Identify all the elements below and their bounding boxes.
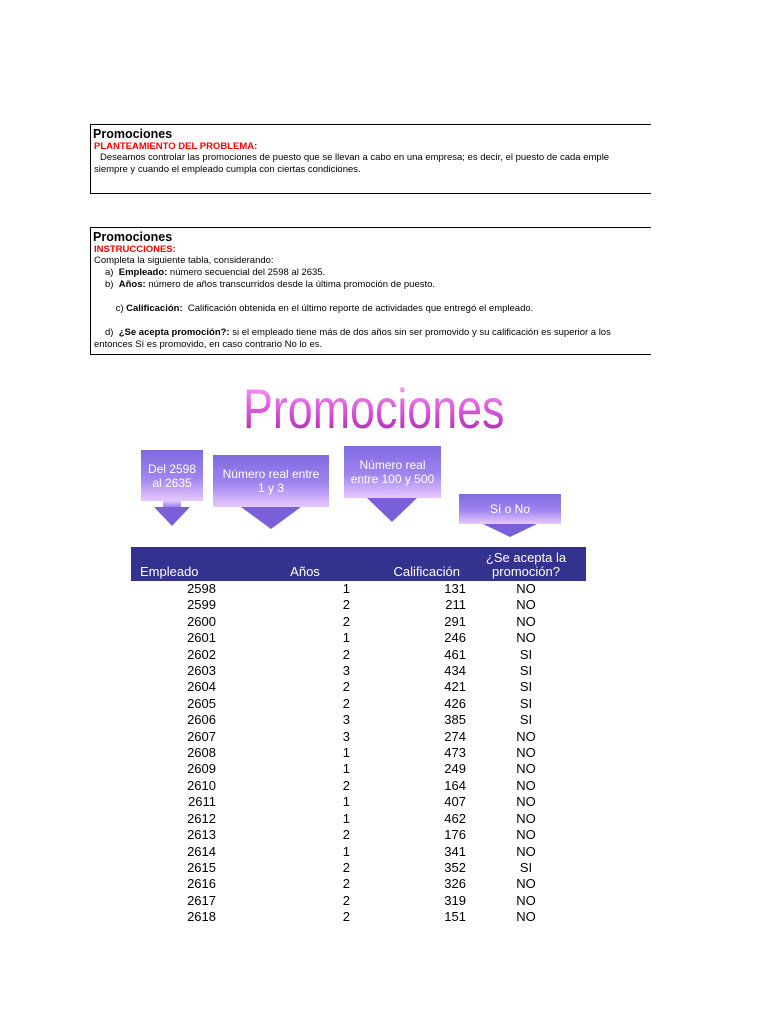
table-row xyxy=(131,778,586,794)
cell-empleado: 2611 xyxy=(188,794,216,810)
header-anos: Años xyxy=(260,547,350,581)
table-row xyxy=(131,876,586,892)
table-row xyxy=(131,893,586,909)
promociones-wordart-title: Promociones xyxy=(243,372,504,446)
instruction-item-b xyxy=(94,279,651,291)
cell-promocion: NO xyxy=(516,581,536,596)
cell-empleado: 2615 xyxy=(187,859,216,875)
callout-empleado xyxy=(141,450,203,526)
cell-anos: 2 xyxy=(342,679,350,695)
cell-calificacion: 461 xyxy=(444,646,466,662)
cell-calificacion: 211 xyxy=(445,597,466,613)
instructions-intro: Completa la siguiente tabla, considerando: xyxy=(94,255,274,266)
cell-calificacion: 421 xyxy=(444,679,466,695)
cell-anos: 2 xyxy=(342,909,350,925)
instruction-term: Calificación: xyxy=(126,303,183,314)
cell-empleado: 2604 xyxy=(187,679,216,695)
table-row xyxy=(131,647,586,663)
instruction-prefix: c) xyxy=(115,303,124,314)
cell-empleado: 2601 xyxy=(187,630,216,646)
table-row xyxy=(131,581,586,597)
table-header-row xyxy=(131,547,586,581)
cell-calificacion: 151 xyxy=(444,909,466,925)
table-row xyxy=(131,844,586,860)
cell-empleado: 2603 xyxy=(187,663,216,679)
cell-calificacion: 341 xyxy=(444,843,466,859)
cell-promocion: NO xyxy=(516,876,536,892)
cell-anos: 3 xyxy=(342,712,350,728)
instruction-desc: número secuencial del 2598 al 2635. xyxy=(167,267,326,278)
cell-anos: 2 xyxy=(342,876,350,892)
cell-empleado: 2616 xyxy=(187,876,216,892)
cell-promocion: NO xyxy=(516,597,536,613)
cell-anos: 3 xyxy=(342,728,350,744)
cell-anos: 2 xyxy=(342,827,350,843)
cell-empleado: 2605 xyxy=(187,695,216,711)
callout-promocion-arrow xyxy=(483,524,537,537)
problem-line-2: siempre y cuando el empleado cumpla con ciertas condiciones. xyxy=(94,164,361,175)
cell-calificacion: 246 xyxy=(444,630,466,646)
table-row xyxy=(131,909,586,925)
callout-calificacion-arrow xyxy=(367,498,417,522)
cell-calificacion: 462 xyxy=(444,810,466,826)
callout-promocion-label: Sí o No xyxy=(459,494,561,524)
cell-promocion: NO xyxy=(516,728,536,744)
cell-empleado: 2610 xyxy=(187,777,216,793)
cell-empleado: 2618 xyxy=(187,909,216,925)
cell-promocion: NO xyxy=(516,630,536,646)
cell-anos: 1 xyxy=(342,794,350,810)
cell-empleado: 2612 xyxy=(187,810,216,826)
instruction-term: Empleado: xyxy=(118,267,168,278)
cell-calificacion: 385 xyxy=(444,712,466,728)
cell-empleado: 2614 xyxy=(187,843,216,859)
cell-calificacion: 274 xyxy=(444,728,466,744)
callout-promocion xyxy=(459,494,561,538)
instruction-term: ¿Se acepta promoción?: xyxy=(118,327,230,338)
header-calificacion: Calificación xyxy=(350,547,466,581)
header-promocion: ¿Se acepta la promoción? xyxy=(466,547,586,581)
instruction-item-d xyxy=(94,327,651,339)
table-row xyxy=(131,597,586,613)
instruction-desc: si el empleado tiene más de dos años sin ser promovido y su calificación es superior a los xyxy=(229,327,611,338)
instructions-box xyxy=(90,227,651,355)
cell-calificacion: 131 xyxy=(444,581,466,596)
cell-calificacion: 426 xyxy=(444,695,466,711)
cell-empleado: 2598 xyxy=(187,581,216,596)
cell-calificacion: 407 xyxy=(444,794,466,810)
cell-promocion: NO xyxy=(516,810,536,826)
cell-anos: 1 xyxy=(342,630,350,646)
cell-empleado: 2607 xyxy=(187,728,216,744)
cell-calificacion: 249 xyxy=(444,761,466,777)
cell-promocion: NO xyxy=(516,827,536,843)
table-row xyxy=(131,729,586,745)
cell-empleado: 2609 xyxy=(187,761,216,777)
cell-promocion: NO xyxy=(516,613,536,629)
callout-calificacion xyxy=(344,446,441,526)
instruction-desc: Calificación obtenida en el último reporte de actividades que entregó el empleado. xyxy=(182,303,534,314)
cell-anos: 2 xyxy=(342,859,350,875)
callout-anos-label: Número real entre 1 y 3 xyxy=(213,455,329,507)
problem-statement-box xyxy=(90,124,651,194)
instruction-prefix: b) xyxy=(105,279,114,290)
cell-empleado: 2606 xyxy=(187,712,216,728)
cell-anos: 2 xyxy=(342,695,350,711)
cell-anos: 1 xyxy=(342,810,350,826)
table-row xyxy=(131,827,586,843)
cell-anos: 1 xyxy=(342,761,350,777)
cell-promocion: NO xyxy=(516,892,536,908)
problem-box-title: Promociones xyxy=(93,127,173,141)
cell-empleado: 2599 xyxy=(187,597,216,613)
cell-anos: 2 xyxy=(342,646,350,662)
problem-line-1: Deseamos controlar las promociones de puesto que se llevan a cabo en una empresa; es decir, el puesto de cada emple xyxy=(100,152,610,163)
cell-empleado: 2608 xyxy=(187,745,216,761)
cell-anos: 1 xyxy=(342,843,350,859)
cell-calificacion: 434 xyxy=(444,663,466,679)
cell-anos: 3 xyxy=(342,663,350,679)
instruction-item-a xyxy=(94,267,651,279)
instruction-desc: número de años transcurridos desde la última promoción de puesto. xyxy=(145,279,436,290)
callout-anos-arrow xyxy=(241,507,301,529)
table-row xyxy=(131,761,586,777)
cell-anos: 2 xyxy=(342,892,350,908)
cell-promocion: SI xyxy=(519,712,533,728)
cell-promocion: NO xyxy=(516,909,536,925)
cell-promocion: NO xyxy=(516,794,536,810)
callout-empleado-label: Del 2598 al 2635 xyxy=(141,450,203,501)
instruction-term: Años: xyxy=(118,279,146,290)
instruction-prefix: a) xyxy=(105,267,114,278)
cell-anos: 2 xyxy=(342,777,350,793)
instruction-item-c xyxy=(94,291,651,327)
cell-anos: 1 xyxy=(342,581,350,596)
cell-calificacion: 473 xyxy=(444,745,466,761)
cell-anos: 1 xyxy=(342,745,350,761)
callout-calificacion-label: Número real entre 100 y 500 xyxy=(344,446,441,498)
cell-promocion: NO xyxy=(516,777,536,793)
cell-promocion: NO xyxy=(516,843,536,859)
cell-calificacion: 326 xyxy=(444,876,466,892)
instructions-box-subtitle: INSTRUCCIONES: xyxy=(94,244,176,255)
cell-empleado: 2617 xyxy=(187,892,216,908)
table-row xyxy=(131,630,586,646)
cell-empleado: 2600 xyxy=(187,613,216,629)
table-row xyxy=(131,794,586,810)
cell-empleado: 2602 xyxy=(187,646,216,662)
table-row xyxy=(131,860,586,876)
cell-calificacion: 164 xyxy=(444,777,466,793)
table-row xyxy=(131,679,586,695)
instructions-box-title: Promociones xyxy=(93,230,173,244)
instruction-prefix: d) xyxy=(105,327,114,338)
callout-empleado-arrow xyxy=(154,507,190,526)
table-row xyxy=(131,614,586,630)
cell-promocion: SI xyxy=(519,679,533,695)
table-row xyxy=(131,712,586,728)
cell-calificacion: 319 xyxy=(444,892,466,908)
cell-promocion: SI xyxy=(519,859,533,875)
cell-calificacion: 352 xyxy=(444,859,466,875)
cell-empleado: 2613 xyxy=(187,827,216,843)
table-row xyxy=(131,663,586,679)
table-row xyxy=(131,696,586,712)
cell-promocion: SI xyxy=(519,695,533,711)
cell-promocion: NO xyxy=(516,745,536,761)
promotions-table xyxy=(131,547,586,926)
table-row xyxy=(131,811,586,827)
cell-promocion: SI xyxy=(519,646,533,662)
cell-anos: 2 xyxy=(342,613,350,629)
callout-anos xyxy=(213,455,329,531)
table-row xyxy=(131,745,586,761)
problem-box-subtitle: PLANTEAMIENTO DEL PROBLEMA: xyxy=(94,141,258,152)
cell-promocion: NO xyxy=(516,761,536,777)
header-empleado: Empleado xyxy=(131,547,260,581)
cell-calificacion: 291 xyxy=(444,613,466,629)
instructions-last-line: entonces Sí es promovido, en caso contrario No lo es. xyxy=(94,339,323,350)
cell-anos: 2 xyxy=(342,597,350,613)
cell-promocion: SI xyxy=(519,663,533,679)
cell-calificacion: 176 xyxy=(444,827,466,843)
